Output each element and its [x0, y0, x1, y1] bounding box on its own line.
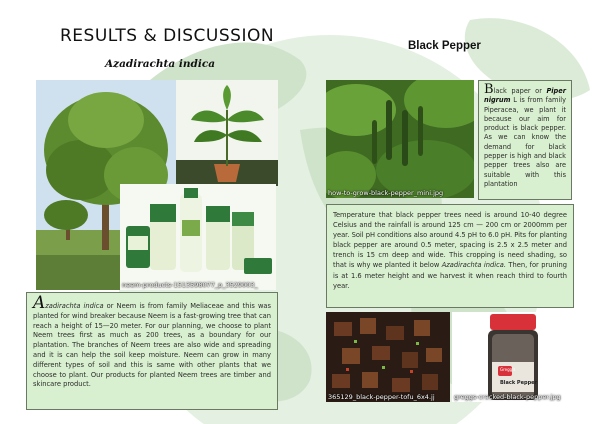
black-pepper-conditions-part2: Then, for pruning is at 1.6 meter height and we harvest it when reach third to fourth year.	[333, 261, 568, 290]
black-pepper-intro-box	[478, 80, 572, 200]
neem-description-box	[26, 292, 278, 410]
jar-product-label: Black Pepper	[500, 380, 537, 386]
black-pepper-intro-part2: L is from family Piperacea, we plant it because our aim for product is black pepper. As we can know the demand for black pepper is high and black pepper trees also are suitable with this plantation	[484, 96, 566, 188]
neem-sapling-image	[176, 80, 278, 186]
black-pepper-conditions-italic: Azadirachta indica.	[441, 261, 506, 270]
black-pepper-conditions-part1: Temperature that black pepper trees need is around 10-40 degree Celsius and the rainfall is around 125 cm — 200 cm or 2000mm per year. Soil pH conditions also around 4.5 pH to 6.0 pH. Pits for planting black pepper are around 0.5 meter, spacing is 2.5 x 2.5 meter and trench is 15 cm deep and wide. This cropping is need shading, so that is why we planted it below	[333, 211, 567, 270]
cracked-black-pepper-image	[452, 312, 574, 402]
neem-drop-cap: A	[33, 293, 46, 313]
black-pepper-tofu-caption: 365129_black-pepper-tofu_6x4.jj	[328, 393, 435, 401]
slide-title: RESULTS & DISCUSSION	[60, 26, 275, 46]
black-pepper-heading: Black Pepper	[408, 40, 481, 52]
neem-heading: Azadirachta indica	[104, 58, 216, 70]
black-pepper-tofu-photo[interactable]	[326, 312, 450, 402]
neem-products-image	[120, 184, 276, 290]
cracked-black-pepper-photo[interactable]	[452, 312, 574, 402]
black-pepper-conditions-box	[326, 204, 574, 308]
jar-brand-label: Gregg's	[500, 367, 516, 372]
black-pepper-intro-part1: lack paper or	[493, 87, 547, 95]
cracked-black-pepper-caption: greggs-cracked-black-pepper.jpg	[454, 393, 561, 401]
black-pepper-plant-photo[interactable]	[326, 80, 474, 198]
neem-products-photo[interactable]	[120, 184, 276, 290]
neem-sapling-photo[interactable]	[176, 80, 278, 186]
neem-products-caption: neem-products-1513598077_p_3529003_	[122, 281, 258, 289]
black-pepper-plant-caption: how-to-grow-black-pepper_mini.jpg	[328, 189, 444, 197]
black-pepper-drop-cap: B	[484, 82, 494, 97]
black-pepper-tofu-image	[326, 312, 450, 402]
neem-description-text: or Neem is from family Meliaceae and this was planted for wind breaker because Neem is a fast-growing tree that can reach a height of 15—20 meter. For our planning, we choose to plant Neem trees first as much as 200 trees, as a boundary for our plantation. The branches of Neem trees are also wide and spreading and it is can help the soil keep moisture. Neem can grow in many different types of soil and this is same with other plants that we choose to plant. Our products for planted Neem trees are timber and skincare product.	[33, 302, 271, 389]
black-pepper-plant-image	[326, 80, 474, 198]
black-pepper-italic-name: Piper nigrum	[484, 87, 566, 105]
neem-italic-name: zadirachta indica	[45, 302, 104, 310]
